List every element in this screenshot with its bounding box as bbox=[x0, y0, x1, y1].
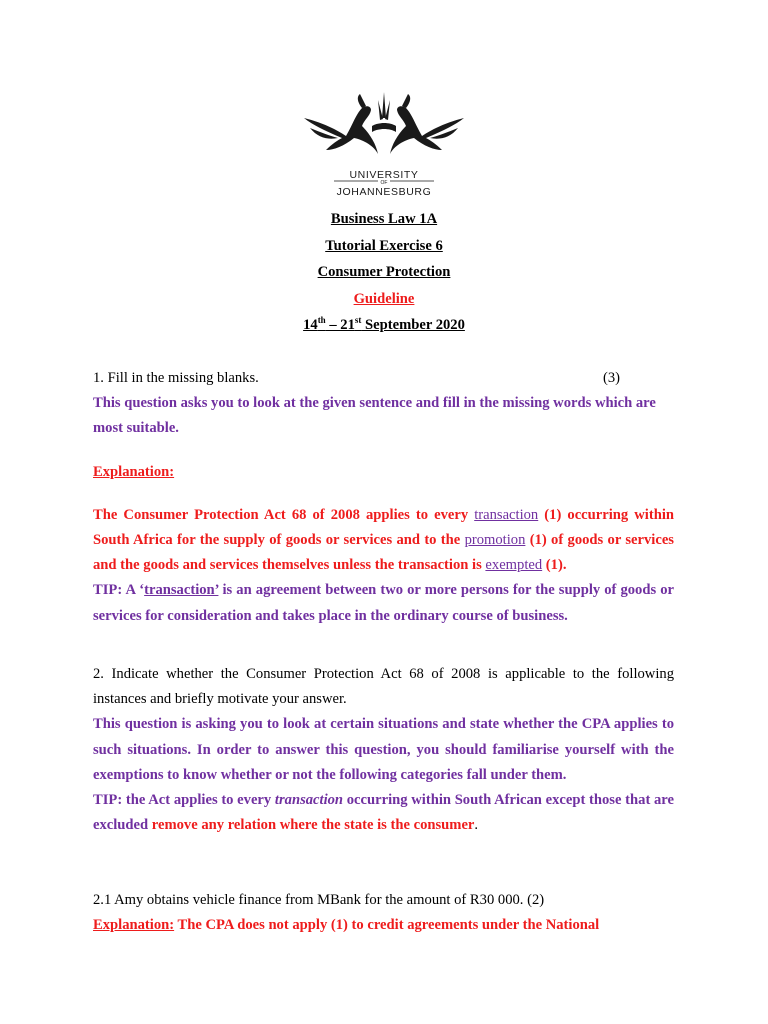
q1-prompt: 1. Fill in the missing blanks. bbox=[93, 370, 259, 386]
logo-line3: JOHANNESBURG bbox=[336, 186, 432, 198]
q1-answer-promotion: promotion bbox=[464, 532, 526, 549]
q1-hint: This question asks you to look at the given sentence and fill in the missing words which are most suitable. bbox=[93, 395, 656, 437]
q1-explanation-label: Explanation: bbox=[93, 463, 175, 480]
university-logo bbox=[300, 88, 468, 202]
date-end-suffix: st bbox=[354, 315, 362, 326]
q2-tip bbox=[93, 788, 674, 838]
q1-explanation bbox=[93, 503, 674, 579]
q1-tip-part2: is an agreement between two or more persons for the supply of goods or services for consideration and takes place in the ordinary course of business. bbox=[93, 582, 674, 624]
date-line bbox=[0, 317, 768, 334]
q2-tip-end: . bbox=[474, 817, 479, 834]
question-2 bbox=[93, 662, 674, 838]
q2-1-explanation-label: Explanation: bbox=[93, 917, 175, 934]
q2-1-explanation bbox=[93, 913, 674, 938]
q2-tip-part2: occurring within South African except those that are excluded bbox=[93, 792, 674, 834]
q1-exp-part3: (1) of goods or services and the goods and services themselves unless the transaction is bbox=[93, 532, 674, 574]
date-start-suffix: th bbox=[317, 315, 326, 326]
q2-prompt: 2. Indicate whether the Consumer Protection Act 68 of 2008 is applicable to the following instances and briefly motivate your answer. bbox=[93, 666, 674, 708]
course-title: Business Law 1A bbox=[330, 211, 438, 227]
logo-line1: UNIVERSITY bbox=[349, 169, 419, 181]
tutorial-title: Tutorial Exercise 6 bbox=[325, 238, 443, 254]
q1-tip-part1: TIP: A ‘ bbox=[93, 582, 145, 599]
q1-exp-part2: (1) occurring within South Africa for the supply of goods or services and to the bbox=[93, 506, 674, 549]
q1-tip-term: transaction’ bbox=[144, 582, 219, 599]
q2-tip-red: remove any relation where the state is the consumer bbox=[151, 817, 475, 834]
question-1 bbox=[93, 366, 674, 629]
guideline-title: Guideline bbox=[353, 291, 415, 307]
q1-exp-part1: The Consumer Protection Act 68 of 2008 applies to every bbox=[93, 506, 475, 523]
logo-line2: OF bbox=[380, 180, 388, 186]
q1-answer-transaction: transaction bbox=[474, 506, 539, 523]
q1-marks: (3) bbox=[602, 370, 620, 386]
q2-1-explanation-text: The CPA does not apply (1) to credit agreements under the National bbox=[174, 917, 600, 934]
q2-hint: This question is asking you to look at certain situations and state whether the CPA applies to such situations. In order to answer this question, you should familiarise yourself with the exemptions to know whether or not the following categories fall under them. bbox=[93, 716, 674, 783]
date-start-day: 14 bbox=[303, 317, 318, 333]
q1-exp-part4: (1). bbox=[542, 557, 567, 574]
q1-prompt-line bbox=[93, 366, 674, 391]
topic-title: Consumer Protection bbox=[317, 264, 451, 280]
q2-tip-part1: TIP: the Act applies to every bbox=[93, 792, 275, 809]
question-2-1 bbox=[93, 888, 674, 938]
date-end-day: – 21 bbox=[325, 317, 355, 333]
q2-tip-italic: transaction bbox=[274, 792, 344, 809]
q1-tip bbox=[93, 578, 674, 628]
q1-answer-exempted: exempted bbox=[485, 557, 543, 574]
q2-1-prompt: 2.1 Amy obtains vehicle finance from MBank for the amount of R30 000. (2) bbox=[93, 892, 545, 908]
date-month-year: September 2020 bbox=[361, 317, 465, 333]
